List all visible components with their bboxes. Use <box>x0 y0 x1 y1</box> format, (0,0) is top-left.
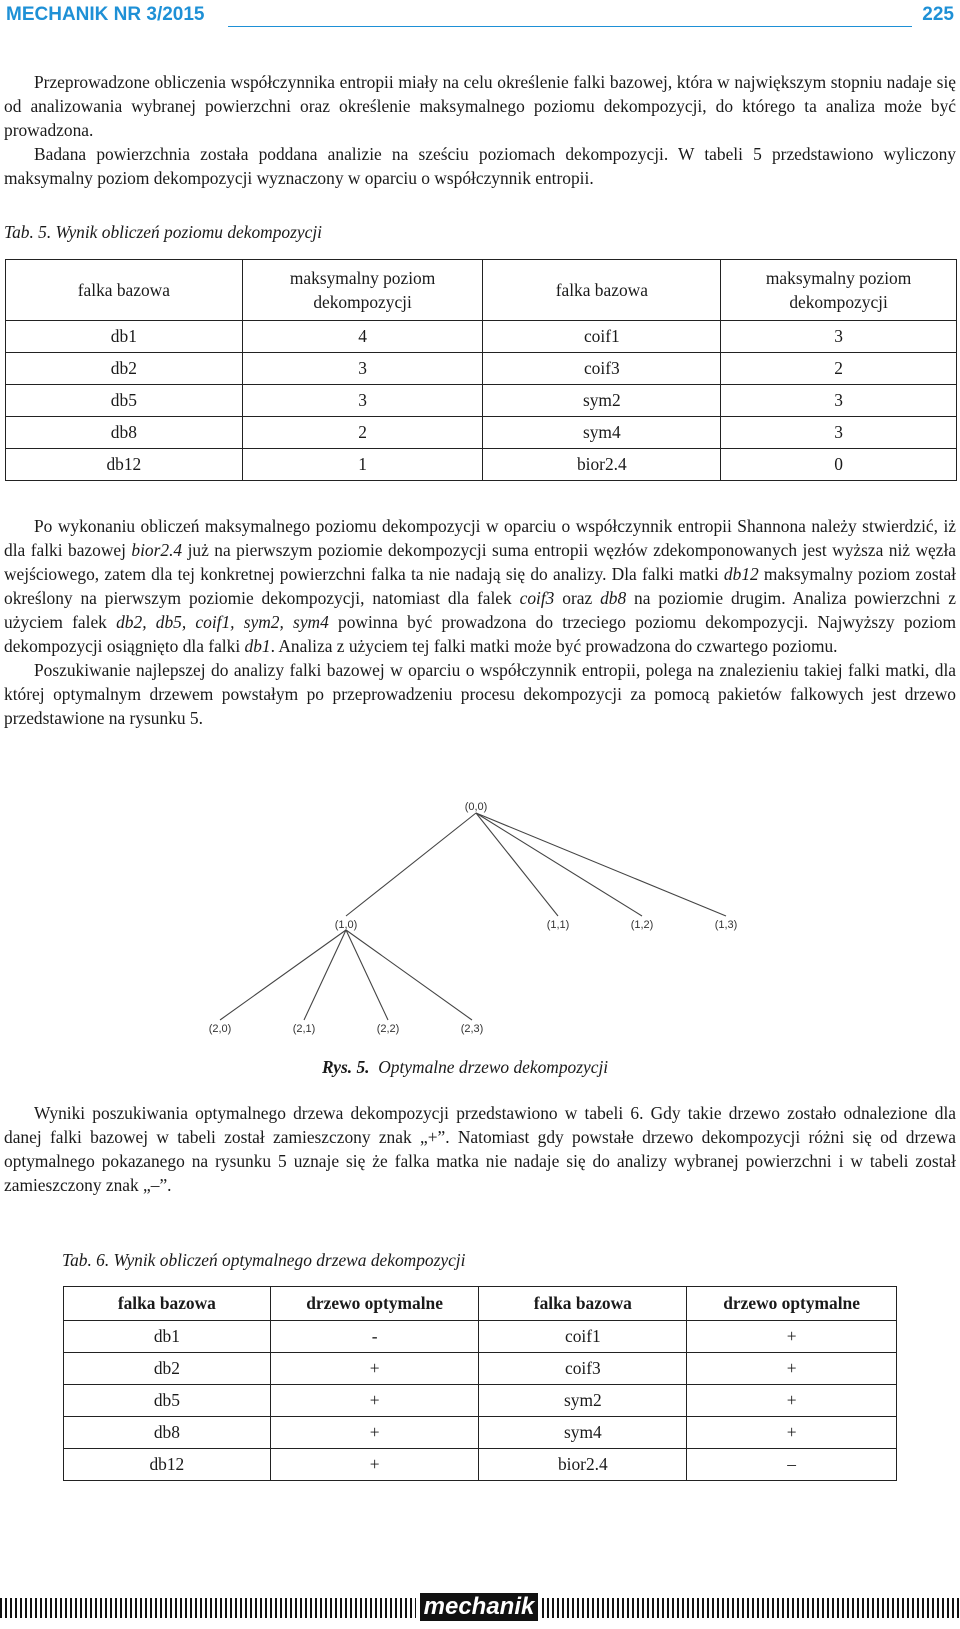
table-row <box>6 353 957 385</box>
discussion-text <box>4 514 956 730</box>
footer-decoration-right <box>542 1598 960 1618</box>
discussion-paragraph-2: Poszukiwanie najlepszej do analizy falki bazowej w oparciu o współczynnik entropii, polega na znalezieniu takiej falki matki, dla której optymalnym drzewem powstałym po przeprowadzeniu procesu dekompozycji za pomocą pakietów falkowych jest drzewo przedstawione na rysunku 5. <box>4 660 956 728</box>
table6-header-cell: falka bazowa <box>64 1287 271 1321</box>
table-cell: db5 <box>64 1385 271 1417</box>
tree-edge <box>304 930 346 1020</box>
results-paragraph-1: Wyniki poszukiwania optymalnego drzewa dekompozycji przedstawiono w tabeli 6. Gdy takie drzewo zostało odnalezione dla danej falki bazowej w tabeli został zamieszczony znak „+”. Natomiast gdy powstałe drzewo dekompozycji różni się od drzewa optymalnego pokazanego na rysunku 5 uznaje się że falka matka nie nadaje się do analizy wybranej powierzchni i w tabeli został zamieszczony znak „–”. <box>4 1103 956 1195</box>
table-row <box>64 1417 897 1449</box>
table-cell: sym4 <box>479 1417 687 1449</box>
table-row <box>6 321 957 353</box>
intro-paragraph-2: Badana powierzchnia została poddana analizie na sześciu poziomach dekompozycji. W tabeli 5 przedstawiono wyliczony maksymalny poziom dekompozycji wyznaczony w oparciu o współczynnik entropii. <box>4 144 956 188</box>
table-cell: db12 <box>64 1449 271 1481</box>
discussion-paragraph-1: Po wykonaniu obliczeń maksymalnego poziomu dekompozycji w oparciu o współczynnik entropii Shannona należy stwierdzić, iż dla falki bazowej bior2.4 już na pierwszym poziomie dekompozycji suma entropii węzłów zdekomponowanych jest wyższa niż węzła wejściowego, zatem dla tej konkretnej powierzchni falka ta nie nadają się do analizy. Dla falki matki db12 maksymalny poziom został określony na pierwszym poziomie dekompozycji, natomiast dla falek coif3 oraz db8 na poziomie drugim. Analiza powierzchni z użyciem falek db2, db5, coif1, sym2, sym4 powinna być prowadzona do trzeciego poziomu dekompozycji. Najwyższy poziom dekompozycji osiągnięto dla falki db1. Analiza z użyciem tej falki matki może być prowadzona do czwartego poziomu. <box>4 516 956 656</box>
table-cell: db2 <box>6 353 243 385</box>
tree-node-label: (1,2) <box>630 919 654 931</box>
mechanik-logo: mechanik <box>420 1593 538 1621</box>
table6-header-cell: drzewo optymalne <box>687 1287 897 1321</box>
table-cell: coif1 <box>479 1321 687 1353</box>
table-cell: bior2.4 <box>483 449 721 481</box>
table5-header-cell: maksymalny poziom dekompozycji <box>721 260 957 321</box>
tree-node-label: (2,3) <box>460 1023 484 1035</box>
table-row <box>64 1321 897 1353</box>
table-cell: 3 <box>721 321 957 353</box>
tree-node-label: (0,0) <box>464 801 488 813</box>
table-cell: + <box>270 1449 479 1481</box>
table-cell: db2 <box>64 1353 271 1385</box>
tree-edge <box>346 930 388 1020</box>
table-cell: db1 <box>64 1321 271 1353</box>
tree-edge <box>346 930 472 1020</box>
table-cell: coif3 <box>483 353 721 385</box>
journal-title: MECHANIK NR 3/2015 <box>6 4 205 25</box>
table-cell: + <box>270 1385 479 1417</box>
tree-node-label: (1,0) <box>334 919 358 931</box>
table-cell: db8 <box>6 417 243 449</box>
table-cell: + <box>270 1353 479 1385</box>
table6 <box>63 1286 897 1481</box>
table5-header-row <box>6 260 957 321</box>
table-cell: + <box>270 1417 479 1449</box>
page-header <box>0 0 960 34</box>
intro-text <box>4 70 956 190</box>
table-cell: coif1 <box>483 321 721 353</box>
tree-node-label: (1,3) <box>714 919 738 931</box>
table-cell: sym4 <box>483 417 721 449</box>
results-text <box>4 1101 956 1197</box>
table-row <box>64 1385 897 1417</box>
table-cell: + <box>687 1353 897 1385</box>
table6-header-row <box>64 1287 897 1321</box>
table-cell: 2 <box>721 353 957 385</box>
tree-node-label: (2,0) <box>208 1023 232 1035</box>
table-row <box>6 385 957 417</box>
table6-caption: Tab. 6. Wynik obliczeń optymalnego drzewa dekompozycji <box>62 1250 466 1270</box>
table-cell: db1 <box>6 321 243 353</box>
table-cell: bior2.4 <box>479 1449 687 1481</box>
table-cell: + <box>687 1385 897 1417</box>
table-cell: sym2 <box>479 1385 687 1417</box>
table-row <box>6 449 957 481</box>
tree-node-label: (2,2) <box>376 1023 400 1035</box>
table-cell: 3 <box>721 385 957 417</box>
table-row <box>64 1353 897 1385</box>
table-cell: 2 <box>242 417 483 449</box>
header-rule <box>228 26 912 27</box>
table6-header-cell: falka bazowa <box>479 1287 687 1321</box>
table-cell: coif3 <box>479 1353 687 1385</box>
table-cell: db8 <box>64 1417 271 1449</box>
table-cell: 3 <box>242 385 483 417</box>
table-row <box>64 1449 897 1481</box>
table6-header-cell: drzewo optymalne <box>270 1287 479 1321</box>
tree-edges <box>220 813 726 1020</box>
table5-header-cell: maksymalny poziom dekompozycji <box>242 260 483 321</box>
table-cell: db12 <box>6 449 243 481</box>
tree-node-label: (1,1) <box>546 919 570 931</box>
page-number: 225 <box>922 4 954 25</box>
table5 <box>5 259 957 481</box>
tree-edge <box>220 930 346 1020</box>
tree-edge <box>476 813 726 916</box>
table5-caption: Tab. 5. Wynik obliczeń poziomu dekompozycji <box>4 222 322 242</box>
table-cell: 3 <box>242 353 483 385</box>
figure5-caption <box>322 1055 608 1079</box>
table-row <box>6 417 957 449</box>
table-cell: 1 <box>242 449 483 481</box>
tree-node-label: (2,1) <box>292 1023 316 1035</box>
table-cell: + <box>687 1417 897 1449</box>
table-cell: – <box>687 1449 897 1481</box>
table-cell: + <box>687 1321 897 1353</box>
table-cell: 3 <box>721 417 957 449</box>
table-cell: - <box>270 1321 479 1353</box>
figure5-caption-label: Rys. 5. <box>322 1057 370 1077</box>
footer-decoration-left <box>0 1598 416 1618</box>
tree-edge <box>346 813 476 916</box>
decomposition-tree-figure <box>180 798 780 1038</box>
table-cell: 0 <box>721 449 957 481</box>
tree-edge <box>476 813 642 916</box>
table5-header-cell: falka bazowa <box>6 260 243 321</box>
table-cell: sym2 <box>483 385 721 417</box>
tree-edge <box>476 813 558 916</box>
intro-paragraph-1: Przeprowadzone obliczenia współczynnika entropii miały na celu określenie falki bazowej, która w największym stopniu nadaje się od analizowania wybranej powierzchni oraz określenie maksymalnego poziomu dekompozycji, do którego ta analiza może być prowadzona. <box>4 72 956 140</box>
figure5-caption-text: Optymalne drzewo dekompozycji <box>378 1057 609 1077</box>
table-cell: db5 <box>6 385 243 417</box>
table5-header-cell: falka bazowa <box>483 260 721 321</box>
table-cell: 4 <box>242 321 483 353</box>
